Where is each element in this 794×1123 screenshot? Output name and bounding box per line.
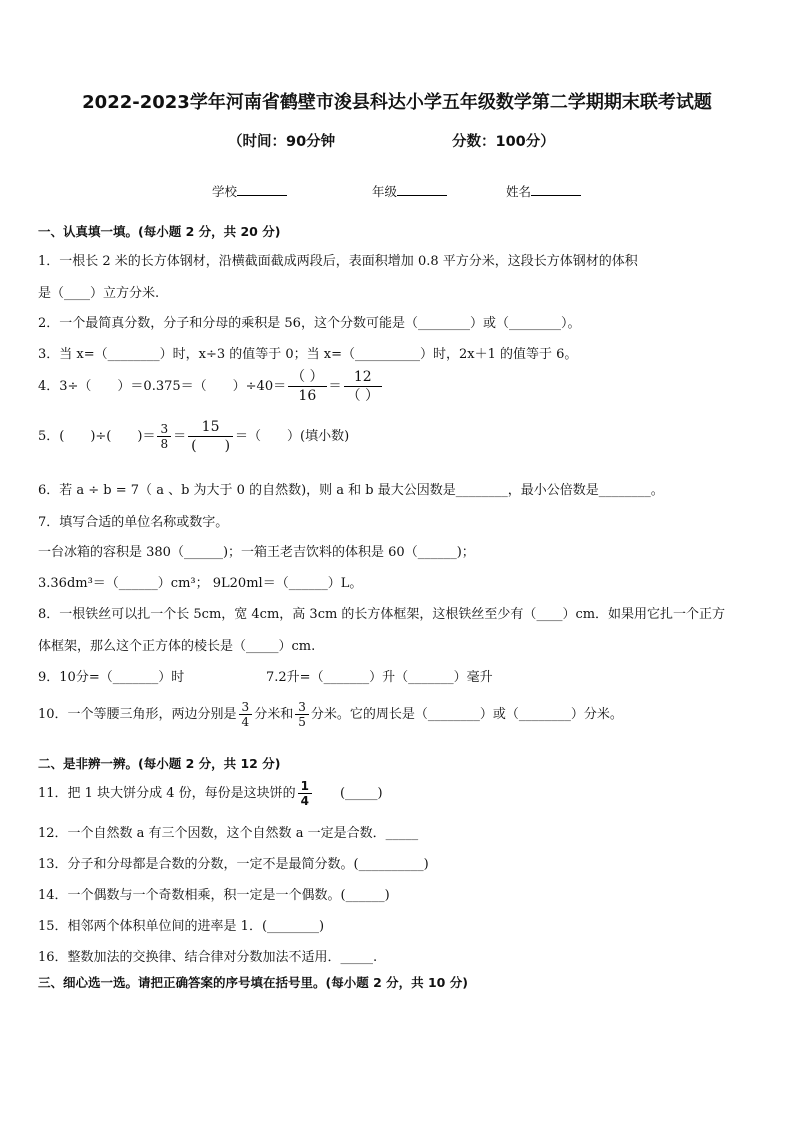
fraction [295,700,309,729]
question-9-part-a: 9．10分=（_______）时 [38,670,185,685]
fraction [188,418,233,455]
fraction-numerator: 15 [201,419,220,435]
fraction [239,700,253,729]
exam-score: 分数：100分） [452,134,555,150]
question-1-line-1: 1．一根长 2 米的长方体钢材，沿横截面截成两段后，表面积增加 0.8 平方分米，这段长方体钢材的体积 [38,254,638,269]
school-blank[interactable] [237,183,287,196]
fraction-denominator: 4 [298,793,312,808]
question-3: 3．当 x=（________）时，x÷3 的值等于 0；当 x=（__________）时，2x＋1 的值等于 6。 [38,347,578,362]
section-2-heading: 二、是非辨一辨。(每小题 2 分，共 12 分) [38,756,281,771]
question-10-text: 10．一个等腰三角形，两边分别是 [38,707,237,722]
question-16: 16．整数加法的交换律、结合律对分数加法不适用．_____. [38,950,378,965]
fraction-numerator: 1 [300,779,309,793]
fraction-denominator: （ ） [344,386,382,405]
page-title: 2022-2023学年河南省鹤壁市浚县科达小学五年级数学第二学期期末联考试题 [82,92,712,113]
question-10-mid: 分米和 [254,707,294,722]
name-field[interactable] [506,182,581,200]
grade-label: 年级 [372,184,398,199]
question-11-text: 11．把 1 块大饼分成 4 份，每份是这块饼的 [38,786,296,801]
question-7: 7．填写合适的单位名称或数字。 [38,515,229,530]
question-8-line-1: 8．一根铁丝可以扎一个长 5cm，宽 4cm，高 3cm 的长方体框架，这根铁丝至少有（____）cm．如果用它扎一个正方 [38,607,726,622]
question-7-line-a: 一台冰箱的容积是 380（______)；一箱王老吉饮料的体积是 60（______)； [38,545,475,560]
question-12: 12．一个自然数 a 有三个因数，这个自然数 a 一定是合数．_____ [38,826,419,841]
question-10 [38,700,623,729]
question-1-line-2: 是（____）立方分米. [38,286,160,301]
fraction-numerator: 3 [241,700,250,714]
fraction [157,422,171,451]
question-8-line-2: 体框架，那么这个正方体的棱长是（_____）cm. [38,639,316,654]
exam-time: （时间：90分钟 [228,134,336,150]
question-10-tail: 分米。它的周长是（________）或（________）分米。 [310,707,623,722]
grade-field[interactable] [372,182,447,200]
grade-blank[interactable] [397,183,447,196]
question-5 [38,418,349,455]
section-1-heading: 一、认真填一填。(每小题 2 分，共 20 分) [38,224,281,239]
fraction-numerator: 3 [298,700,306,714]
fraction-denominator: 8 [157,436,171,451]
school-field[interactable] [212,182,287,200]
name-blank[interactable] [531,183,581,196]
question-13: 13．分子和分母都是合数的分数，一定不是最简分数。(__________) [38,857,429,872]
fraction-numerator: 12 [353,369,372,385]
question-5-text: 5．( )÷( )＝ [38,429,156,444]
section-3-heading: 三、细心选一选。请把正确答案的序号填在括号里。(每小题 2 分，共 10 分) [38,975,468,990]
fraction-denominator: 4 [239,714,253,729]
fraction-denominator: ( ) [188,436,233,455]
question-7-line-b: 3.36dm³＝（______）cm³； 9L20ml＝（______）L。 [38,576,363,591]
equals-sign: ＝ [173,429,187,444]
question-15: 15．相邻两个体积单位间的进率是 1．(________) [38,919,325,934]
question-2: 2．一个最简真分数，分子和分母的乘积是 56，这个分数可能是（________）或（________）。 [38,316,581,331]
fraction [288,368,326,405]
question-5-tail: ＝（ ）(填小数) [235,429,350,444]
question-11 [38,779,383,808]
equals-sign: ＝ [328,379,342,394]
question-14: 14．一个偶数与一个奇数相乘，积一定是一个偶数。(______) [38,888,390,903]
fraction [344,368,382,405]
name-label: 姓名 [506,184,532,199]
fraction-denominator: 16 [288,386,326,405]
fraction-numerator: 3 [160,422,169,436]
question-4-text: 4．3÷（ ）＝0.375＝（ ）÷40＝ [38,379,287,394]
question-6: 6．若 a ÷ b = 7（ a 、b 为大于 0 的自然数)，则 a 和 b 最大公因数是________，最小公倍数是________。 [38,483,664,498]
question-11-answer-blank: (_____) [313,786,383,801]
fraction-denominator: 5 [295,714,309,729]
fraction-numerator: （ ） [291,369,324,385]
question-4 [38,368,384,405]
school-label: 学校 [212,184,238,199]
question-9-part-b: 7.2升=（_______）升（_______）毫升 [266,670,493,685]
fraction [298,779,312,808]
